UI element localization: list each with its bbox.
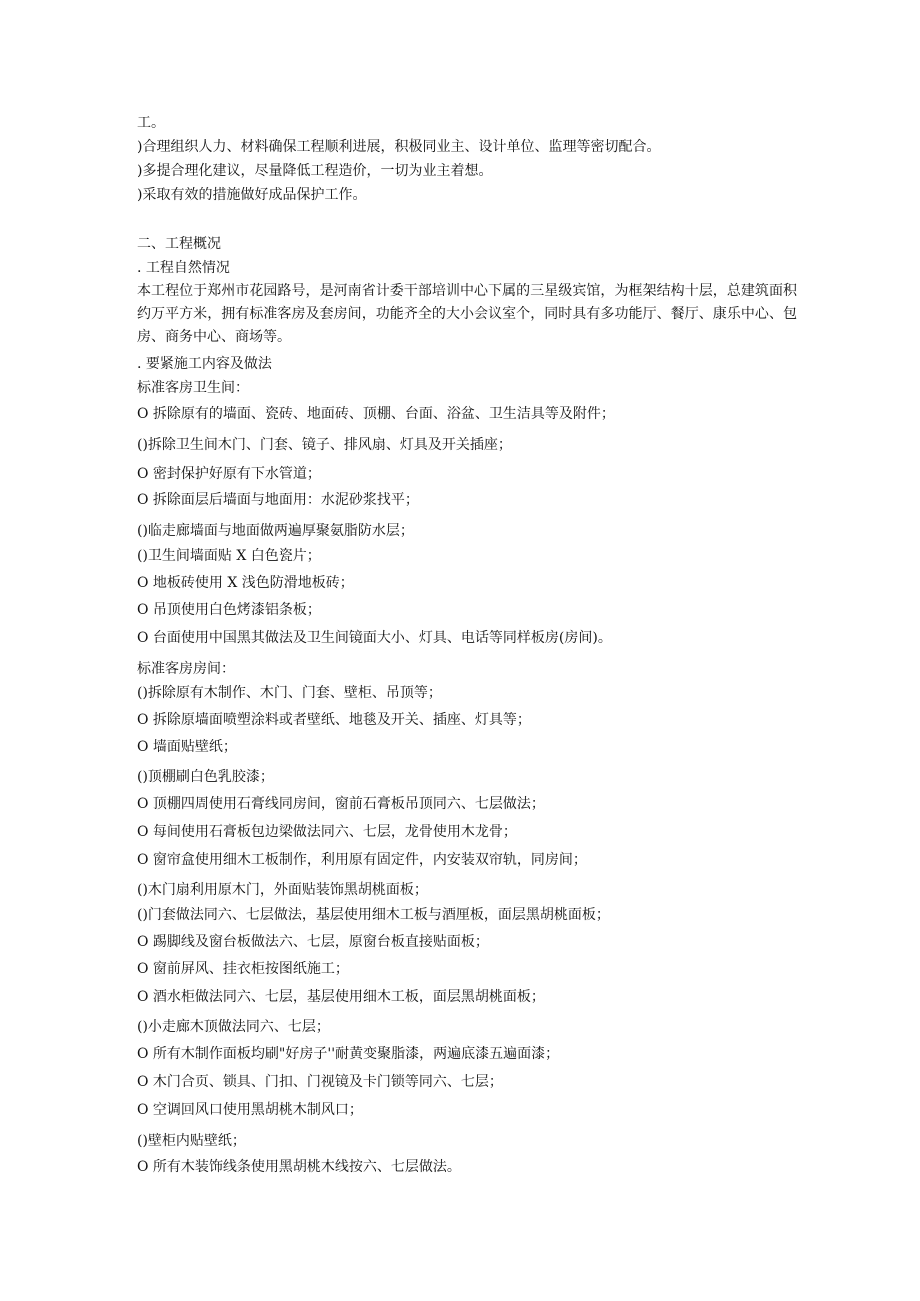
list-item: O 台面使用中国黑其做法及卫生间镜面大小、灯具、电话等同样板房(房间)。 xyxy=(137,630,612,646)
room-heading: 标准客房房间： xyxy=(137,661,235,677)
list-item: O 踢脚线及窗台板做法六、七层，原窗台板直接贴面板； xyxy=(137,934,489,950)
list-item: ()拆除卫生间木门、门套、镜子、排风扇、灯具及开关插座； xyxy=(137,437,512,453)
list-item: O 地板砖使用 X 浅色防滑地板砖； xyxy=(137,575,354,591)
intro-line-1: 工。 xyxy=(137,115,165,131)
intro-line-3: )多提合理化建议，尽量降低工程造价，一切为业主着想。 xyxy=(137,163,493,179)
list-item: ()壁柜内贴壁纸； xyxy=(137,1133,246,1149)
list-item: ()临走廊墙面与地面做两遍厚聚氨脂防水层； xyxy=(137,523,414,539)
list-item: O 拆除面层后墙面与地面用：水泥砂浆找平； xyxy=(137,492,419,508)
list-item: O 所有木制作面板均刷"好房子''耐黄变聚脂漆，两遍底漆五遍面漆； xyxy=(137,1046,560,1062)
list-item: ()拆除原有木制作、木门、门套、壁柜、吊顶等； xyxy=(137,685,442,701)
list-item: O 顶棚四周使用石膏线同房间，窗前石膏板吊顶同六、七层做法； xyxy=(137,796,545,812)
list-item: O 空调回风口使用黑胡桃木制风口； xyxy=(137,1102,363,1118)
list-item: O 木门合页、锁具、门扣、门视镜及卡门锁等同六、七层； xyxy=(137,1074,503,1090)
list-item: ()小走廊木顶做法同六、七层； xyxy=(137,1019,330,1035)
list-item: O 酒水柜做法同六、七层，基层使用细木工板，面层黑胡桃面板； xyxy=(137,989,545,1005)
list-item: O 所有木装饰线条使用黑胡桃木线按六、七层做法。 xyxy=(137,1159,461,1175)
list-item: O 窗帘盒使用细木工板制作，利用原有固定件，内安装双帘轨，同房间； xyxy=(137,852,587,868)
list-item: O 拆除原有的墙面、瓷砖、地面砖、顶棚、台面、浴盆、卫生洁具等及附件； xyxy=(137,406,615,422)
list-item: ()卫生间墙面贴 X 白色瓷片； xyxy=(137,548,321,564)
intro-line-4: )采取有效的措施做好成品保护工作。 xyxy=(137,187,367,203)
list-item: O 窗前屏风、挂衣柜按图纸施工； xyxy=(137,961,349,977)
list-item: O 吊顶使用白色烤漆铝条板； xyxy=(137,602,321,618)
intro-line-2: )合理组织人力、材料确保工程顺利进展，积极同业主、设计单位、监理等密切配合。 xyxy=(137,139,661,155)
list-item: ()顶棚刷白色乳胶漆； xyxy=(137,769,274,785)
list-item: O 拆除原墙面喷塑涂料或者壁纸、地毯及开关、插座、灯具等； xyxy=(137,712,531,728)
bathroom-heading: 标准客房卫生间： xyxy=(137,380,249,396)
project-description: 本工程位于郑州市花园路号，是河南省计委干部培训中心下属的三星级宾馆，为框架结构十层，总建筑面积约万平方米，拥有标准客房及套房间，功能齐全的大小会议室个，同时具有多功能厅、餐厅、康乐中心、包房、商务中心、商场等。 xyxy=(137,283,797,345)
list-item: ()门套做法同六、七层做法，基层使用细木工板与酒厘板，面层黑胡桃面板； xyxy=(137,907,610,923)
subsection-heading: . 工程自然情况 xyxy=(137,260,230,276)
list-item: O 每间使用石膏板包边梁做法同六、七层，龙骨使用木龙骨； xyxy=(137,824,517,840)
list-item: O 密封保护好原有下水管道； xyxy=(137,466,321,482)
section-heading: 二、工程概况 xyxy=(137,236,221,252)
list-item: O 墙面贴壁纸； xyxy=(137,739,237,755)
subsection-heading: . 要紧施工内容及做法 xyxy=(137,356,272,372)
list-item: ()木门扇利用原木门，外面贴装饰黑胡桃面板； xyxy=(137,882,428,898)
